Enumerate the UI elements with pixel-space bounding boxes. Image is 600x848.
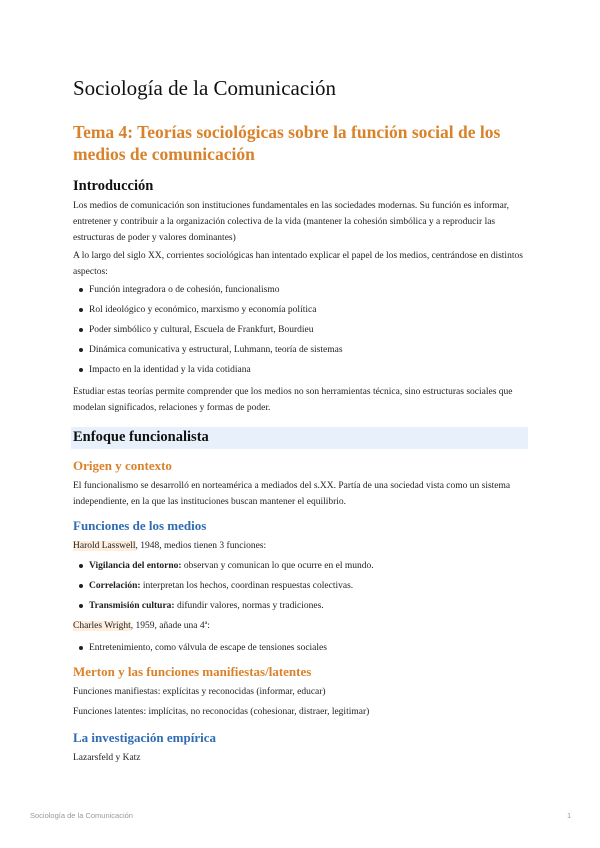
bullet-icon bbox=[79, 308, 83, 312]
origen-heading: Origen y contexto bbox=[73, 458, 172, 473]
bullet-icon bbox=[79, 564, 83, 568]
empirica-heading: La investigación empírica bbox=[73, 730, 216, 745]
highlighted-name: Harold Lasswell bbox=[73, 541, 136, 551]
bullet-icon bbox=[79, 368, 83, 372]
bullet-icon bbox=[79, 328, 83, 332]
tema-heading: Tema 4: Teorías sociológicas sobre la función social de los medios de comunicación bbox=[73, 122, 501, 164]
origen-paragraph: El funcionalismo se desarrolló en norteamérica a mediados del s.XX. Partía de una sociedad vista como un sistema independiente, en la que las instituciones buscan mantener el equilibrio. bbox=[73, 481, 511, 507]
bullet-icon bbox=[79, 288, 83, 292]
empirica-paragraph: Lazarsfeld y Katz bbox=[73, 753, 141, 763]
intro-paragraph-1: Los medios de comunicación son instituciones fundamentales en las sociedades modernas. Su función es informar, entretener y contribuir a la organización colectiva de la vida (mantener la cohesión simbólica y a reproducir las estructuras de poder y valores dominantes) bbox=[73, 201, 509, 243]
page-number: 1 bbox=[567, 811, 572, 820]
footer-title: Sociología de la Comunicación bbox=[30, 811, 133, 820]
document-title: Sociología de la Comunicación bbox=[73, 76, 337, 100]
intro-paragraph-3: Estudiar estas teorías permite comprender que los medios no son herramientas técnica, sino estructuras sociales que modelan significados, relaciones y formas de poder. bbox=[73, 387, 513, 413]
merton-heading: Merton y las funciones manifiestas/latentes bbox=[73, 664, 312, 679]
wright-paragraph: Charles Wright, 1959, añade una 4ª: bbox=[73, 621, 210, 631]
funcionalista-heading: Enfoque funcionalista bbox=[71, 427, 528, 449]
bullet-icon bbox=[79, 584, 83, 588]
highlighted-name: Charles Wright bbox=[73, 621, 131, 631]
latentes-paragraph: Funciones latentes: implícitas, no reconocidas (cohesionar, distraer, legitimar) bbox=[73, 707, 370, 717]
intro-paragraph-2: A lo largo del siglo XX, corrientes sociológicas han intentado explicar el papel de los medios, centrándose en distintos aspectos: bbox=[73, 251, 523, 277]
intro-heading: Introducción bbox=[73, 178, 154, 194]
bullet-icon bbox=[79, 646, 83, 650]
bullet-icon bbox=[79, 348, 83, 352]
manifiestas-paragraph: Funciones manifiestas: explícitas y reconocidas (informar, educar) bbox=[73, 687, 326, 697]
funciones-heading: Funciones de los medios bbox=[73, 518, 207, 533]
lasswell-paragraph: Harold Lasswell, 1948, medios tienen 3 funciones: bbox=[73, 541, 267, 551]
bullet-icon bbox=[79, 604, 83, 608]
